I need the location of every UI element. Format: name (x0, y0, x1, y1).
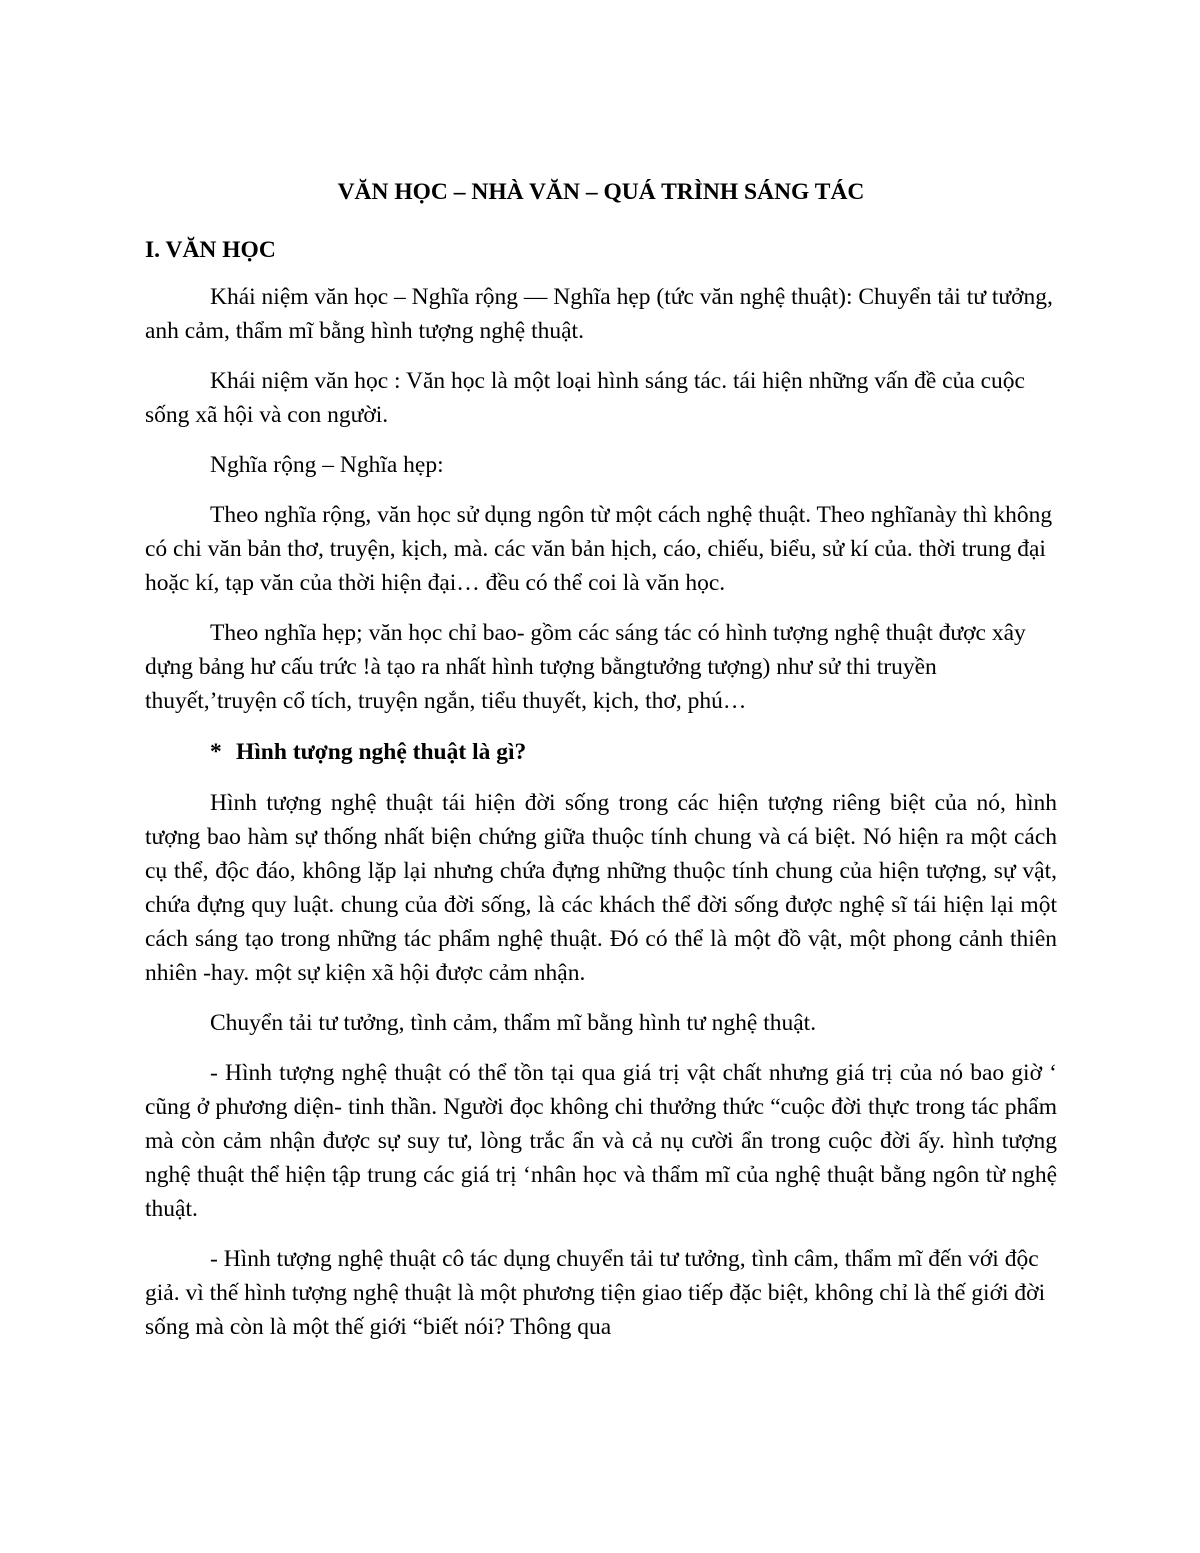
paragraph: Theo nghĩa hẹp; văn học chỉ bao- gồm các sáng tác có hình tượng nghệ thuật được xây dựng bảng hư cấu trức !à tạo ra nhất hình tượng bằngtưởng tượng) như sử thi truyền thuyết,’truyện cổ tích, truyện ngắn, tiểu thuyết, kịch, thơ, phú… (145, 620, 1026, 714)
section-heading: I. VĂN HỌC (145, 237, 276, 263)
paragraph: Nghĩa rộng – Nghĩa hẹp: (210, 452, 444, 478)
paragraph: Chuyển tải tư tưởng, tình cảm, thẩm mĩ bằng hình tư nghệ thuật. (210, 1010, 817, 1036)
paragraph: Theo nghĩa rộng, văn học sử dụng ngôn từ một cách nghệ thuật. Theo nghĩanày thì không có chi văn bản thơ, truyện, kịch, mà. các văn bản hịch, cáo, chiếu, biểu, sử kí của. thời trung đại hoặc kí, tạp văn của thời hiện đại… đều có thể coi là văn học. (145, 502, 1053, 596)
paragraph: Hình tượng nghệ thuật tái hiện đời sống trong các hiện tượng riêng biệt của nó, hình tượng bao hàm sự thống nhất biện chứng giữa thuộc tính chung và cá biệt. Nó hiện ra một cách cụ thể, độc đáo, không lặp lại nhưng chứa đựng những thuộc tính chung của hiện tượng, sự vật, chứa đựng quy luật. chung của đời sống, là các khách thể đời sống được nghệ sĩ tái hiện lại một cách sáng tạo trong những tác phẩm nghệ thuật. Đó có thể là một đồ vật, một phong cảnh thiên nhiên -hay. một sự kiện xã hội được cảm nhận. (145, 790, 1057, 986)
document-body (145, 172, 1057, 1360)
bullet-marker: * (210, 739, 222, 765)
paragraph: - Hình tượng nghệ thuật cô tác dụng chuyển tải tư tưởng, tình câm, thẩm mĩ đến với độc giả. vì thế hình tượng nghệ thuật là một phương tiện giao tiếp đặc biệt, không chỉ là thế giới đời sống mà còn là một thế giới “biết nói? Thông qua (145, 1246, 1046, 1340)
subheading-text: Hình tượng nghệ thuật là gì? (236, 739, 527, 765)
paragraph: Khái niệm văn học : Văn học là một loại hình sáng tác. tái hiện những vấn đề của cuộc sống xã hội và con người. (145, 368, 1025, 428)
document-title: VĂN HỌC – NHÀ VĂN – QUÁ TRÌNH SÁNG TÁC (337, 179, 865, 205)
subheading (210, 734, 1057, 770)
paragraph: - Hình tượng nghệ thuật có thể tồn tại qua giá trị vật chất nhưng giá trị của nó bao giờ ‘ cũng ở phương diện- tinh thần. Người đọc không chi thưởng thức “cuộc đời thực trong tác phẩm mà còn cảm nhận được sự suy tư, lòng trắc ẩn và cả nụ cười ẩn trong cuộc đời ấy. hình tượng nghệ thuật thể hiện tập trung các giá trị ‘nhân học và thẩm mĩ của nghệ thuật bằng ngôn từ nghệ thuật. (145, 1060, 1057, 1222)
paragraph: Khái niệm văn học – Nghĩa rộng — Nghĩa hẹp (tức văn nghệ thuật): Chuyển tải tư tưởng, anh cảm, thẩm mĩ bằng hình tượng nghệ thuật. (145, 284, 1053, 344)
